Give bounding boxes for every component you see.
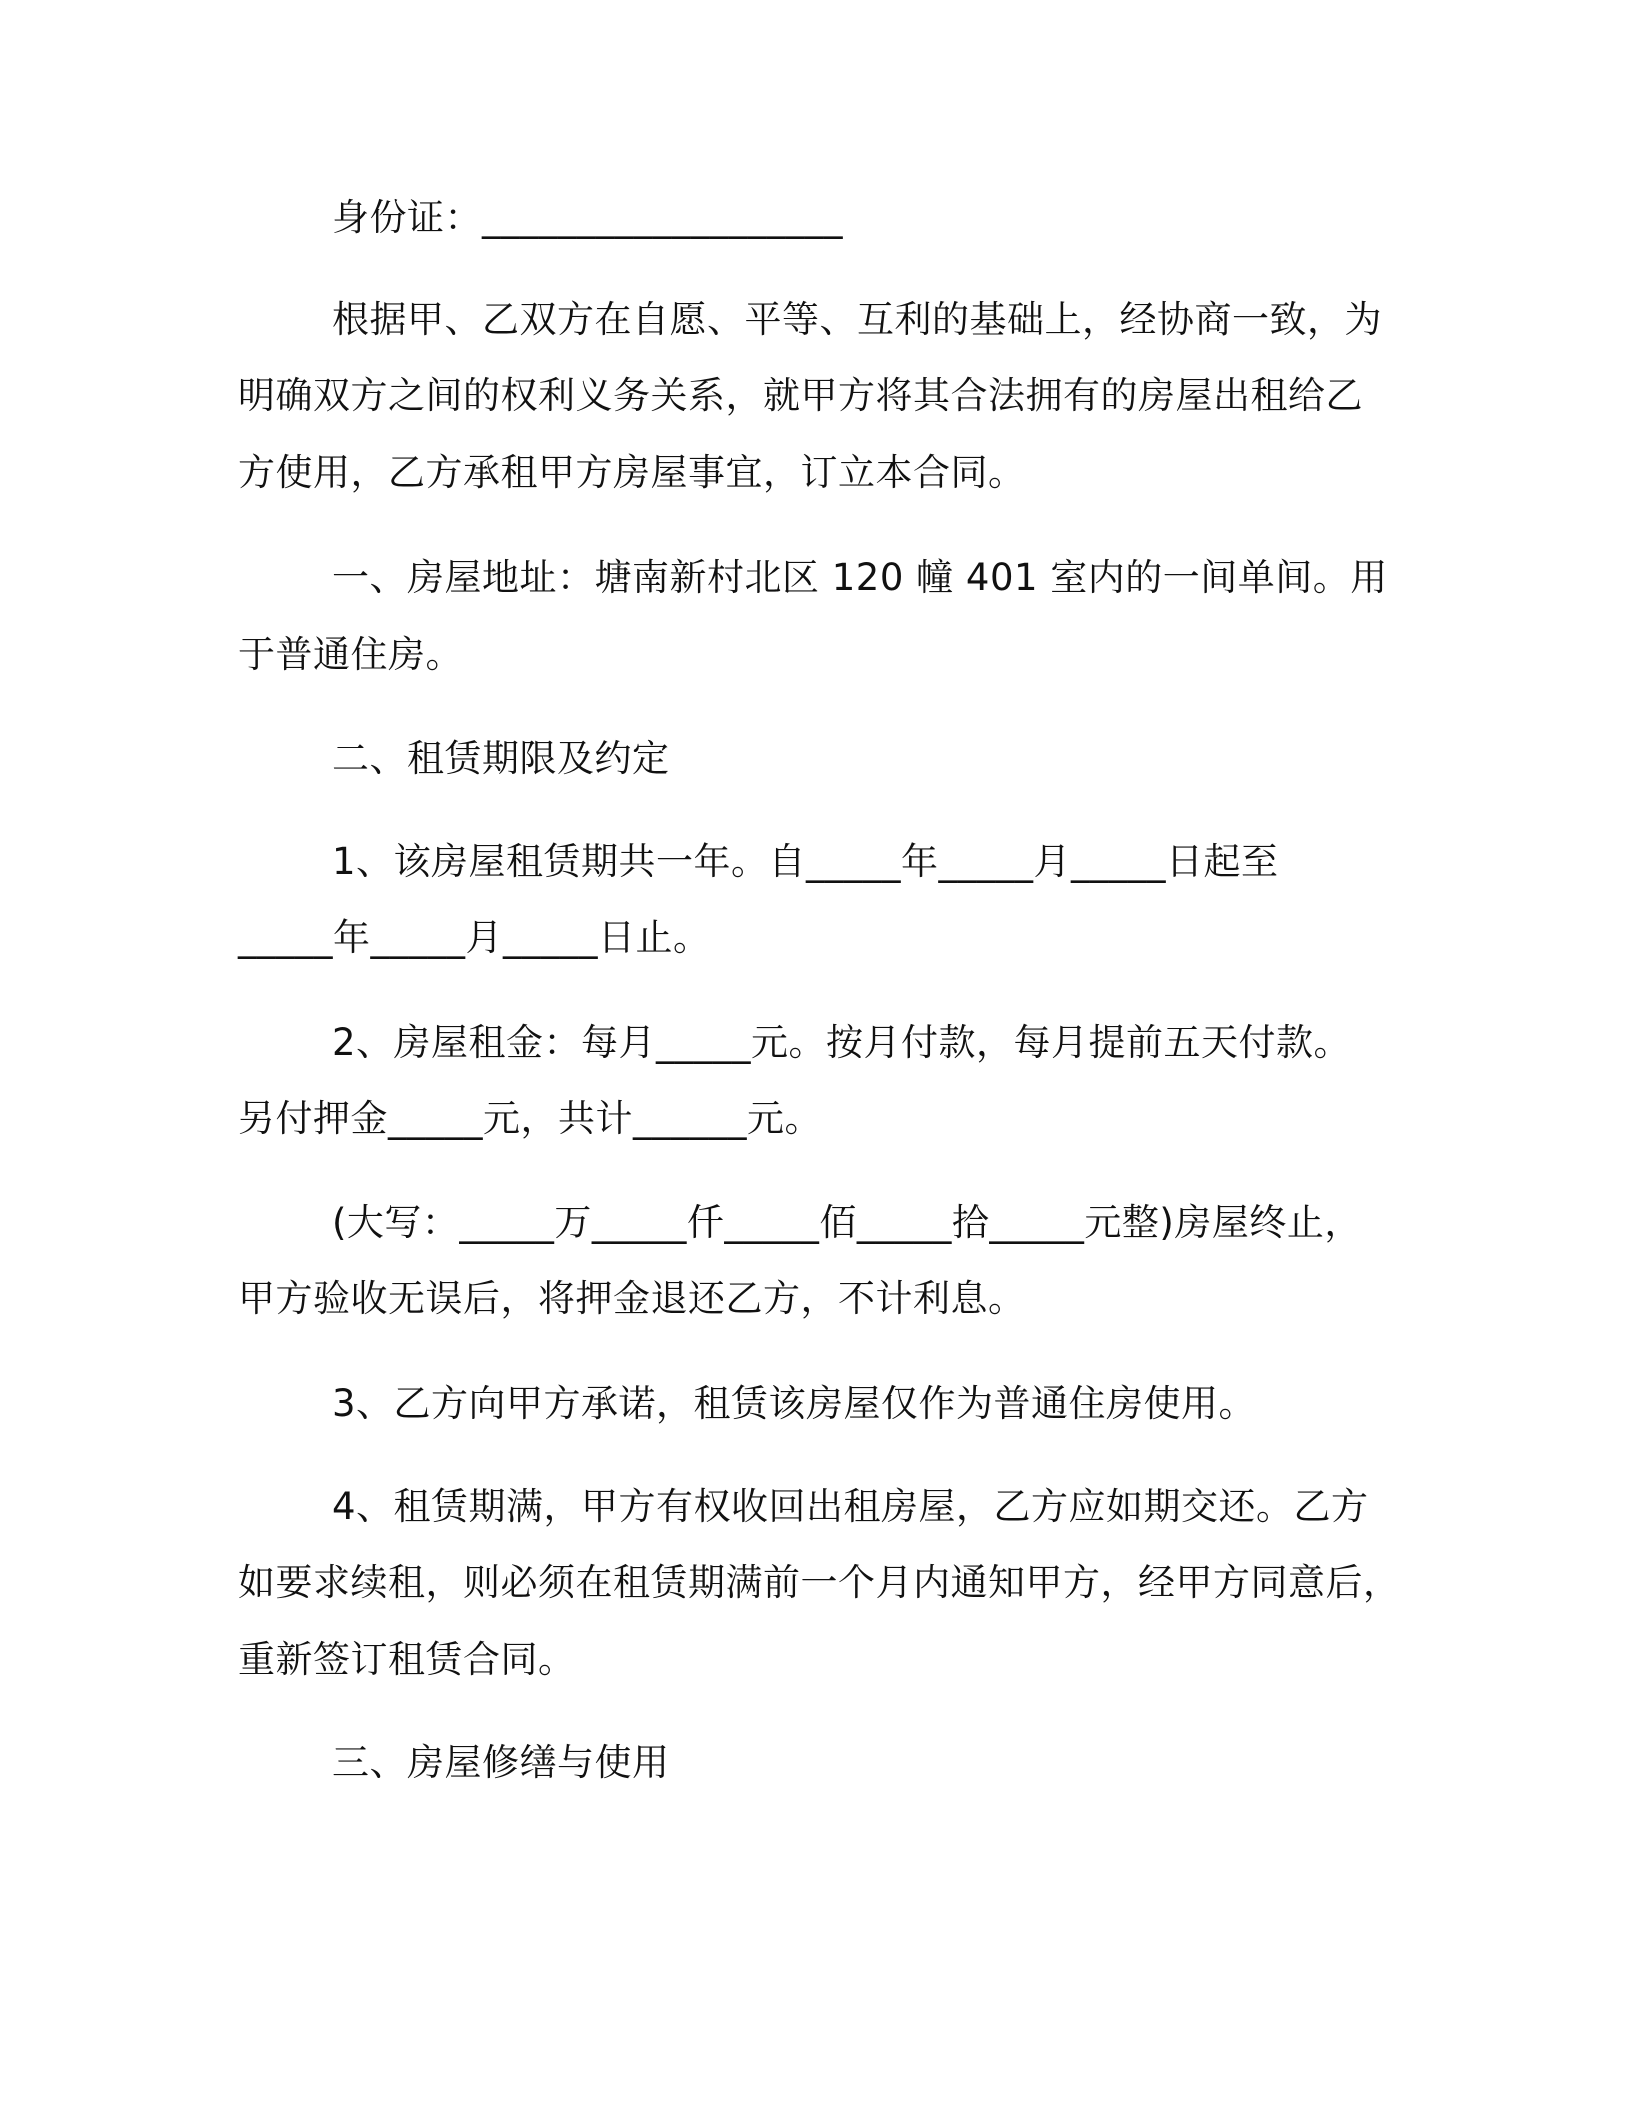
capital-amount-line-1: (大写：_____万_____仟_____佰_____拾_____元整)房屋终止， (332, 1201, 1362, 1244)
preamble-line-1: 根据甲、乙双方在自愿、平等、互利的基础上，经协商一致，为 (332, 298, 1382, 341)
clause-4-line-3: 重新签订租赁合同。 (238, 1638, 576, 1681)
clause-2-line-2: 另付押金_____元，共计______元。 (238, 1097, 822, 1140)
clause-4-line-1: 4、租赁期满，甲方有权收回出租房屋，乙方应如期交还。乙方 (332, 1485, 1369, 1528)
clause-4-line-2: 如要求续租，则必须在租赁期满前一个月内通知甲方，经甲方同意后， (238, 1561, 1401, 1604)
clause-3-line: 3、乙方向甲方承诺，租赁该房屋仅作为普通住房使用。 (332, 1382, 1257, 1425)
id-card-line: 身份证：___________________ (332, 196, 843, 239)
clause-1-line-2: _____年_____月_____日止。 (238, 916, 711, 959)
section-2-heading: 二、租赁期限及约定 (332, 737, 670, 780)
preamble-line-2: 明确双方之间的权利义务关系，就甲方将其合法拥有的房屋出租给乙 (238, 374, 1363, 417)
section-1-address-line-2: 于普通住房。 (238, 633, 463, 676)
clause-1-line-1: 1、该房屋租赁期共一年。自_____年_____月_____日起至 (332, 840, 1279, 883)
section-1-address-line-1: 一、房屋地址：塘南新村北区 120 幢 401 室内的一间单间。用 (332, 556, 1388, 599)
preamble-line-3: 方使用，乙方承租甲方房屋事宜，订立本合同。 (238, 451, 1026, 494)
capital-amount-line-2: 甲方验收无误后，将押金退还乙方，不计利息。 (238, 1277, 1026, 1320)
section-3-heading: 三、房屋修缮与使用 (332, 1741, 670, 1784)
clause-2-line-1: 2、房屋租金：每月_____元。按月付款，每月提前五天付款。 (332, 1021, 1352, 1064)
